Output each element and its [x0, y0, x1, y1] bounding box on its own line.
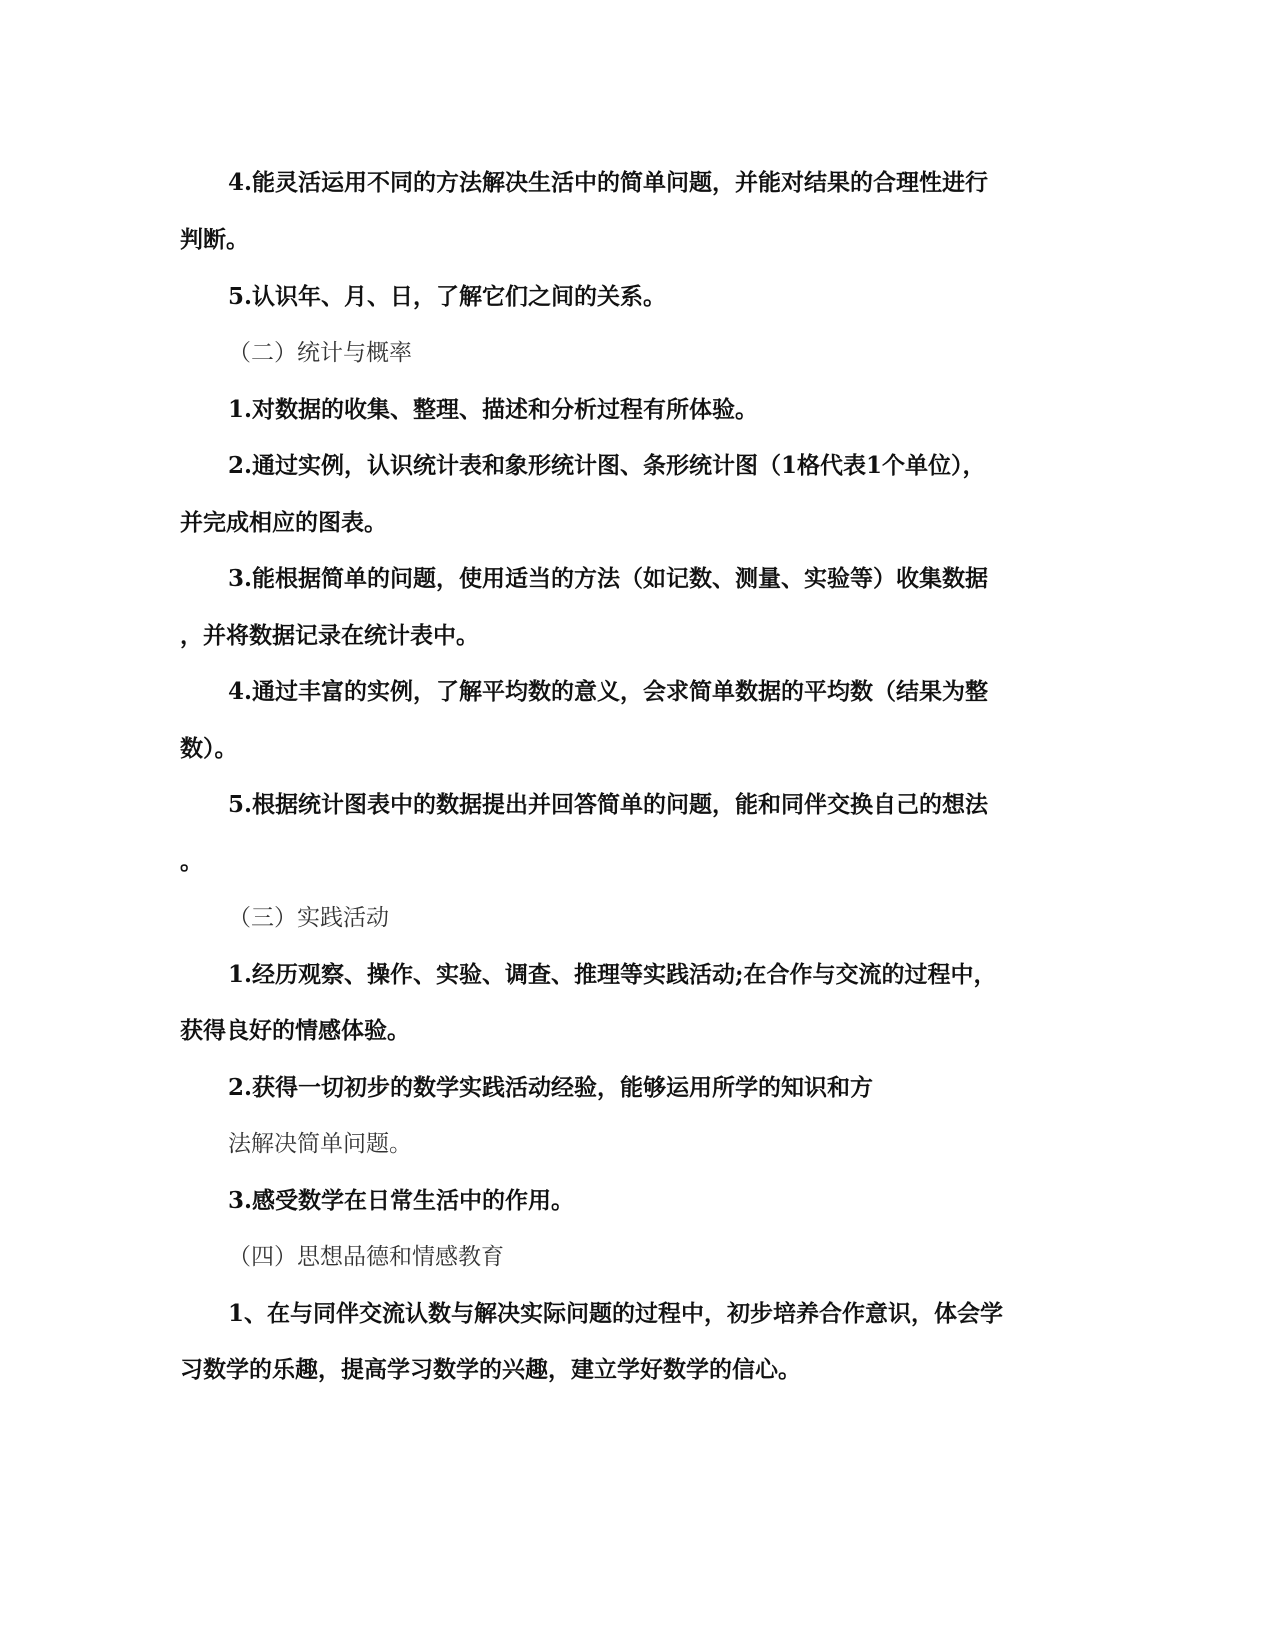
paragraph-line: 判断。 — [180, 226, 249, 253]
paragraph-line: 法解决简单问题。 — [228, 1131, 412, 1157]
paragraph-line: 2.获得一切初步的数学实践活动经验，能够运用所学的知识和方 — [228, 1074, 874, 1101]
section-heading: （四）思想品德和情感教育 — [228, 1244, 504, 1270]
paragraph-line: 获得良好的情感体验。 — [180, 1017, 410, 1044]
paragraph-line: 4.通过丰富的实例，了解平均数的意义，会求简单数据的平均数（结果为整 — [228, 678, 989, 705]
paragraph-line: 3.感受数学在日常生活中的作用。 — [228, 1187, 575, 1214]
paragraph-line: 4.能灵活运用不同的方法解决生活中的简单问题，并能对结果的合理性进行 — [228, 169, 989, 196]
paragraph-line: 。 — [180, 848, 203, 875]
paragraph-line: 1.对数据的收集、整理、描述和分析过程有所体验。 — [228, 396, 759, 423]
paragraph-line: 1、在与同伴交流认数与解决实际问题的过程中，初步培养合作意识，体会学 — [228, 1300, 1004, 1327]
paragraph-line: 习数学的乐趣，提高学习数学的兴趣，建立学好数学的信心。 — [180, 1356, 801, 1383]
section-heading: （二）统计与概率 — [228, 340, 412, 366]
paragraph-line: 数）。 — [180, 735, 238, 762]
paragraph-line: 并完成相应的图表。 — [180, 509, 387, 536]
paragraph-line: ，并将数据记录在统计表中。 — [180, 622, 479, 649]
section-heading: （三）实践活动 — [228, 905, 389, 931]
paragraph-line: 1.经历观察、操作、实验、调查、推理等实践活动;在合作与交流的过程中， — [228, 961, 997, 988]
paragraph-line: 3.能根据简单的问题，使用适当的方法（如记数、测量、实验等）收集数据 — [228, 565, 989, 592]
paragraph-line: 5.根据统计图表中的数据提出并回答简单的问题，能和同伴交换自己的想法 — [228, 791, 989, 818]
paragraph-line: 5.认识年、月、日，了解它们之间的关系。 — [228, 283, 667, 310]
paragraph-line: 2.通过实例，认识统计表和象形统计图、条形统计图（1格代表1个单位）， — [228, 452, 986, 479]
